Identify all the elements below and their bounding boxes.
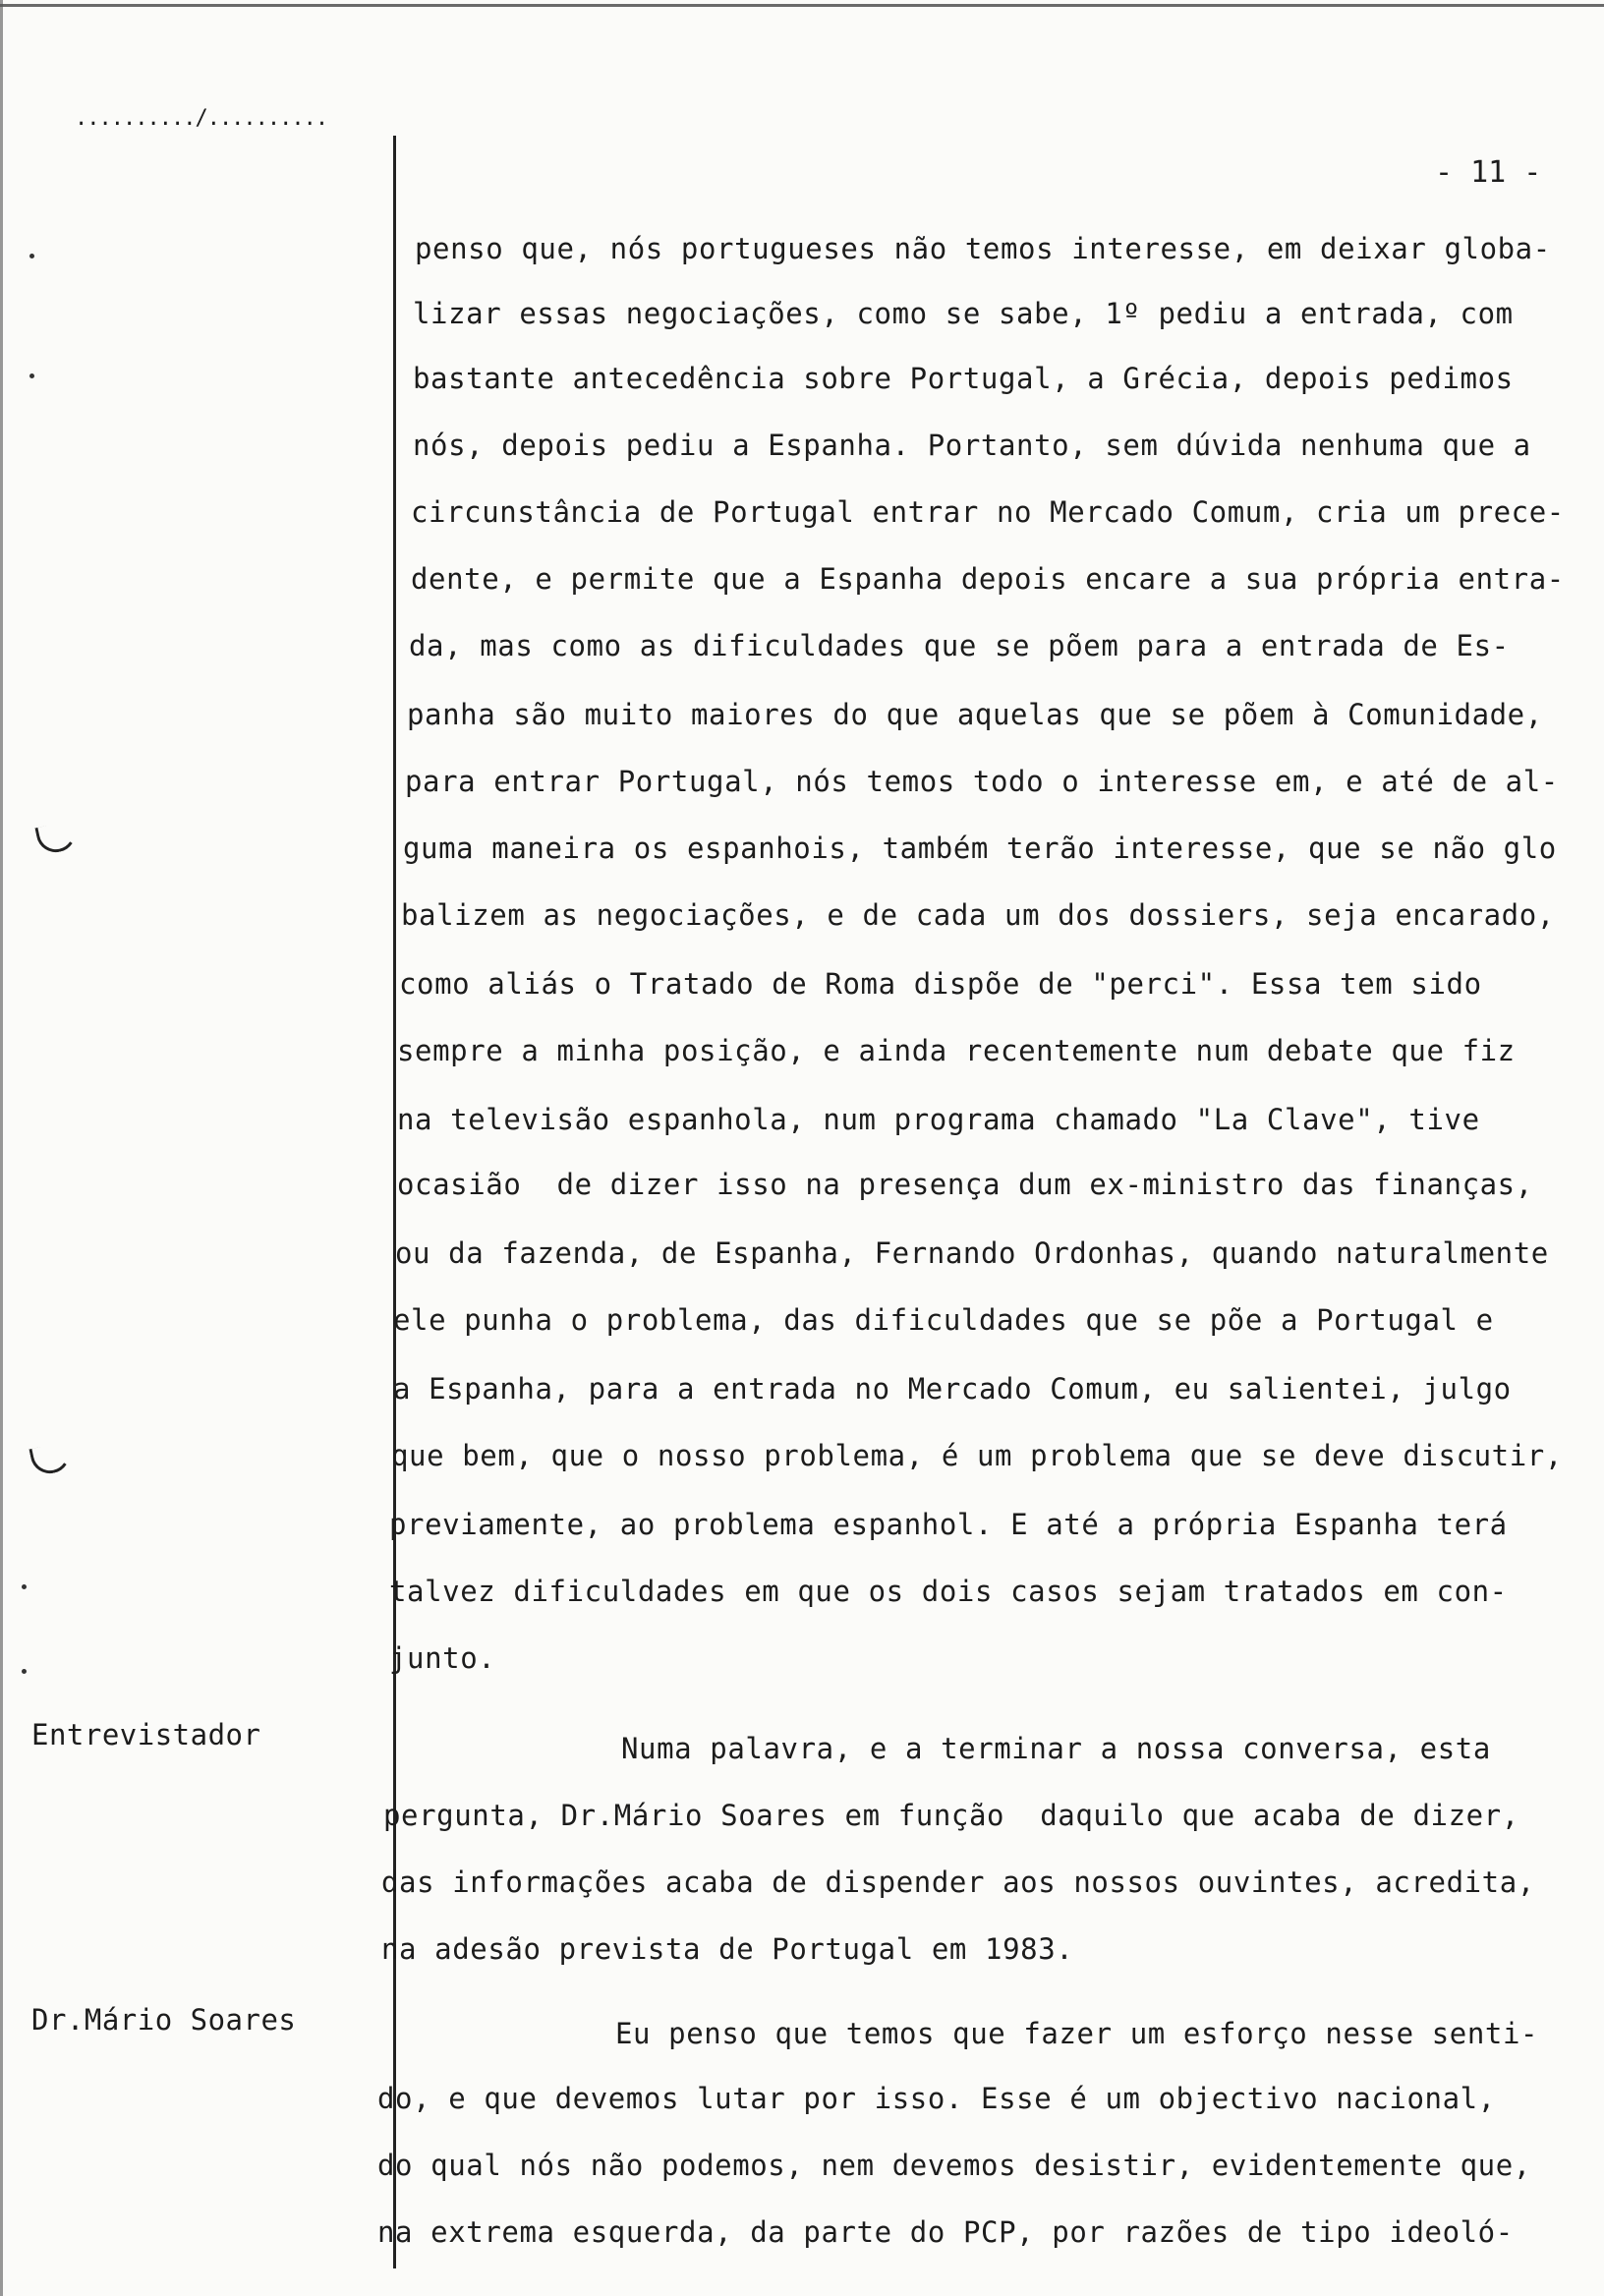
- text-line: Eu penso que temos que fazer um esforço nesse senti-: [615, 2017, 1539, 2050]
- margin-speck: [29, 373, 34, 378]
- text-line: penso que, nós portugueses não temos interesse, em deixar globa-: [415, 232, 1551, 265]
- text-line: junto.: [389, 1641, 496, 1675]
- left-paper-edge: [0, 0, 3, 2296]
- text-line: dente, e permite que a Espanha depois encare a sua própria entra-: [411, 562, 1565, 596]
- text-line: na adesão prevista de Portugal em 1983.: [381, 1932, 1074, 1966]
- text-line: talvez dificuldades em que os dois casos sejam tratados em con-: [389, 1575, 1508, 1608]
- margin-speck: [22, 1669, 27, 1674]
- text-line: na televisão espanhola, num programa chamado "La Clave", tive: [397, 1103, 1480, 1136]
- text-line: ocasião de dizer isso na presença dum ex-ministro das finanças,: [397, 1168, 1533, 1201]
- margin-speck: [29, 254, 34, 258]
- text-line: para entrar Portugal, nós temos todo o interesse em, e até de al-: [405, 765, 1559, 798]
- text-line: circunstância de Portugal entrar no Mercado Comum, cria um prece-: [411, 495, 1565, 529]
- text-line: da, mas como as dificuldades que se põem para a entrada de Es-: [409, 629, 1510, 662]
- page-number: - 11 -: [1435, 155, 1542, 190]
- margin-arc-mark: [29, 1441, 73, 1477]
- text-line: como aliás o Tratado de Roma dispõe de "perci". Essa tem sido: [399, 967, 1482, 1001]
- folio-mark: ........../..........: [75, 106, 328, 131]
- text-line: balizem as negociações, e de cada um dos dossiers, seja encarado,: [401, 898, 1555, 932]
- text-line: das informações acaba de dispender aos nossos ouvintes, acredita,: [381, 1866, 1535, 1899]
- text-line: sempre a minha posição, e ainda recentemente num debate que fiz: [397, 1034, 1516, 1067]
- text-line: nós, depois pediu a Espanha. Portanto, sem dúvida nenhuma que a: [413, 429, 1531, 462]
- speaker-label-interviewer: Entrevistador: [31, 1718, 261, 1751]
- top-edge-rule: [0, 4, 1604, 7]
- text-line: previamente, ao problema espanhol. E até a própria Espanha terá: [389, 1508, 1508, 1541]
- text-line: bastante antecedência sobre Portugal, a Grécia, depois pedimos: [413, 362, 1514, 395]
- text-line: que bem, que o nosso problema, é um problema que se deve discutir,: [391, 1439, 1563, 1472]
- text-line: panha são muito maiores do que aquelas que se põem à Comunidade,: [407, 698, 1543, 731]
- margin-speck: [22, 1584, 27, 1589]
- text-line: lizar essas negociações, como se sabe, 1º pediu a entrada, com: [413, 297, 1514, 330]
- text-line: do, e que devemos lutar por isso. Esse é um objectivo nacional,: [377, 2082, 1496, 2115]
- text-line: Numa palavra, e a terminar a nossa conversa, esta: [621, 1732, 1491, 1765]
- text-line: guma maneira os espanhois, também terão interesse, que se não glo: [403, 832, 1557, 865]
- text-line: na extrema esquerda, da parte do PCP, por razões de tipo ideoló-: [377, 2215, 1514, 2249]
- margin-arc-mark: [34, 820, 79, 856]
- text-line: ou da fazenda, de Espanha, Fernando Ordonhas, quando naturalmente: [395, 1236, 1549, 1270]
- speaker-label-respondent: Dr.Mário Soares: [31, 2003, 297, 2037]
- text-line: pergunta, Dr.Mário Soares em função daquilo que acaba de dizer,: [383, 1799, 1519, 1832]
- text-line: do qual nós não podemos, nem devemos desistir, evidentemente que,: [377, 2149, 1531, 2182]
- text-line: ele punha o problema, das dificuldades que se põe a Portugal e: [393, 1303, 1494, 1337]
- text-line: a Espanha, para a entrada no Mercado Comum, eu salientei, julgo: [393, 1372, 1512, 1406]
